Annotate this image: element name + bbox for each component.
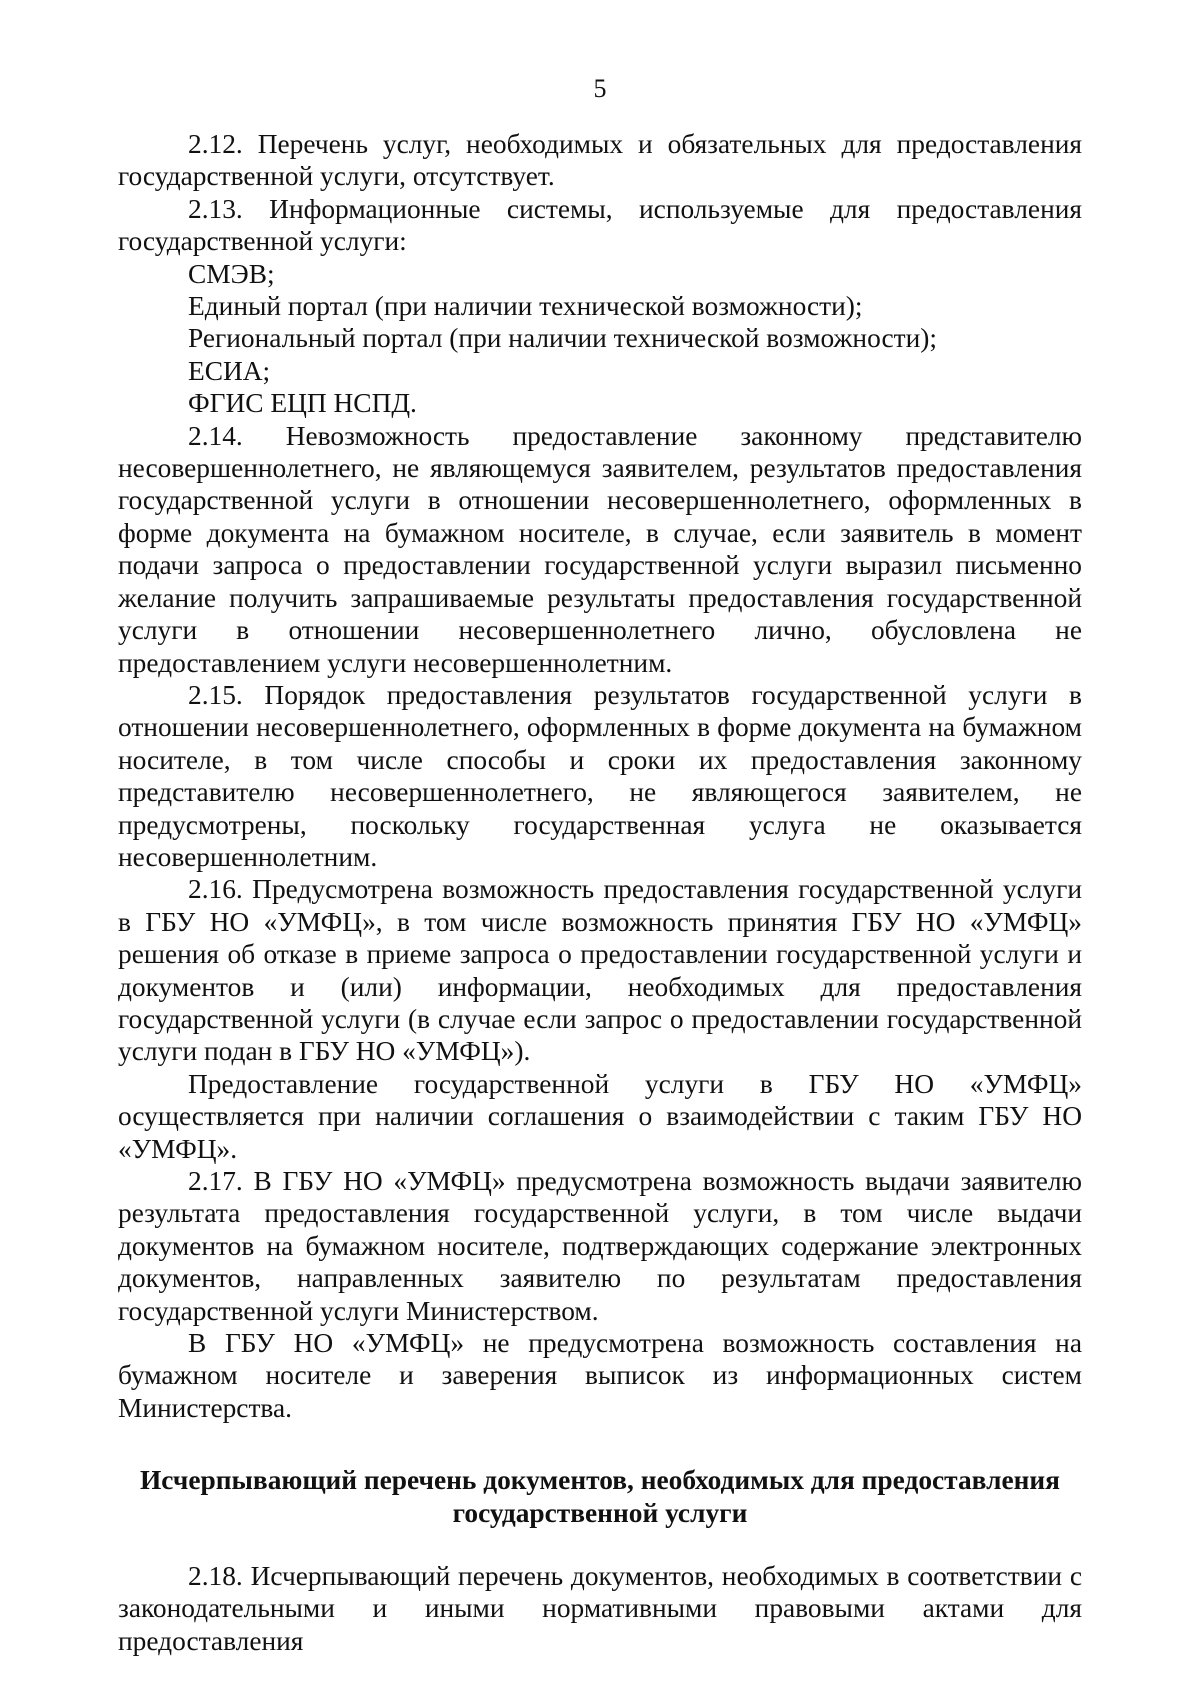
paragraph-2-17: 2.17. В ГБУ НО «УМФЦ» предусмотрена возможность выдачи заявителю результата предоставления государственной услуги, в том числе выдачи документов на бумажном носителе, подтверждающих содержание электронных документов, направленных заявителю по результатам предоставления государственной услуги Министерством. — [118, 1166, 1082, 1326]
section-heading-line-1: Исчерпывающий перечень документов, необходимых для предоставления — [139, 1465, 1060, 1496]
list-item-esia: ЕСИА; — [188, 355, 271, 386]
list-item-smev: СМЭВ; — [188, 258, 275, 289]
section-heading — [118, 1464, 1082, 1529]
paragraph-2-17-continued: В ГБУ НО «УМФЦ» не предусмотрена возможность составления на бумажном носителе и заверения выписок из информационных систем Министерства. — [118, 1328, 1082, 1423]
paragraph-2-14: 2.14. Невозможность предоставление законному представителю несовершеннолетнего, не являющемуся заявителем, результатов предоставления государственной услуги в отношении несовершеннолетнего, оформленных в форме документа на бумажном носителе, в случае, если заявитель в момент подачи запроса о предоставлении государственной услуги выразил письменно желание получить запрашиваемые результаты предоставления государственной услуги в отношении несовершеннолетнего лично, обусловлена не предоставлением услуги несовершеннолетним. — [118, 420, 1082, 678]
paragraph-2-18: 2.18. Исчерпывающий перечень документов, необходимых в соответствии с законодательными и иными нормативными правовыми актами для предоставления — [118, 1561, 1082, 1656]
section-heading-line-2: государственной услуги — [452, 1497, 748, 1528]
list-item-fgis: ФГИС ЕЦП НСПД. — [188, 388, 417, 419]
list-item-regional-portal: Региональный портал (при наличии технической возможности); — [188, 323, 937, 354]
paragraph-2-16: 2.16. Предусмотрена возможность предоставления государственной услуги в ГБУ НО «УМФЦ», в том числе возможность принятия ГБУ НО «УМФЦ» решения об отказе в приеме запроса о предоставлении государственной услуги и документов и (или) информации, необходимых для предоставления государственной услуги (в случае если запрос о предоставлении государственной услуги подан в ГБУ НО «УМФЦ»). — [118, 874, 1082, 1067]
list-item-unified-portal: Единый портал (при наличии технической возможности); — [188, 291, 863, 322]
paragraph-2-15: 2.15. Порядок предоставления результатов государственной услуги в отношении несовершеннолетнего, оформленных в форме документа на бумажном носителе, в том числе способы и сроки их предоставления законному представителю несовершеннолетнего, не являющегося заявителем, не предусмотрены, поскольку государственная услуга не оказывается несовершеннолетним. — [118, 679, 1082, 872]
paragraph-2-13: 2.13. Информационные системы, используемые для предоставления государственной услуги: — [118, 193, 1082, 257]
page-number: 5 — [593, 74, 607, 103]
document-body — [118, 128, 1082, 1657]
paragraph-2-16-continued: Предоставление государственной услуги в ГБУ НО «УМФЦ» осуществляется при наличии соглашения о взаимодействии с таким ГБУ НО «УМФЦ». — [118, 1068, 1082, 1164]
paragraph-2-12: 2.12. Перечень услуг, необходимых и обязательных для предоставления государственной услуги, отсутствует. — [118, 129, 1082, 192]
